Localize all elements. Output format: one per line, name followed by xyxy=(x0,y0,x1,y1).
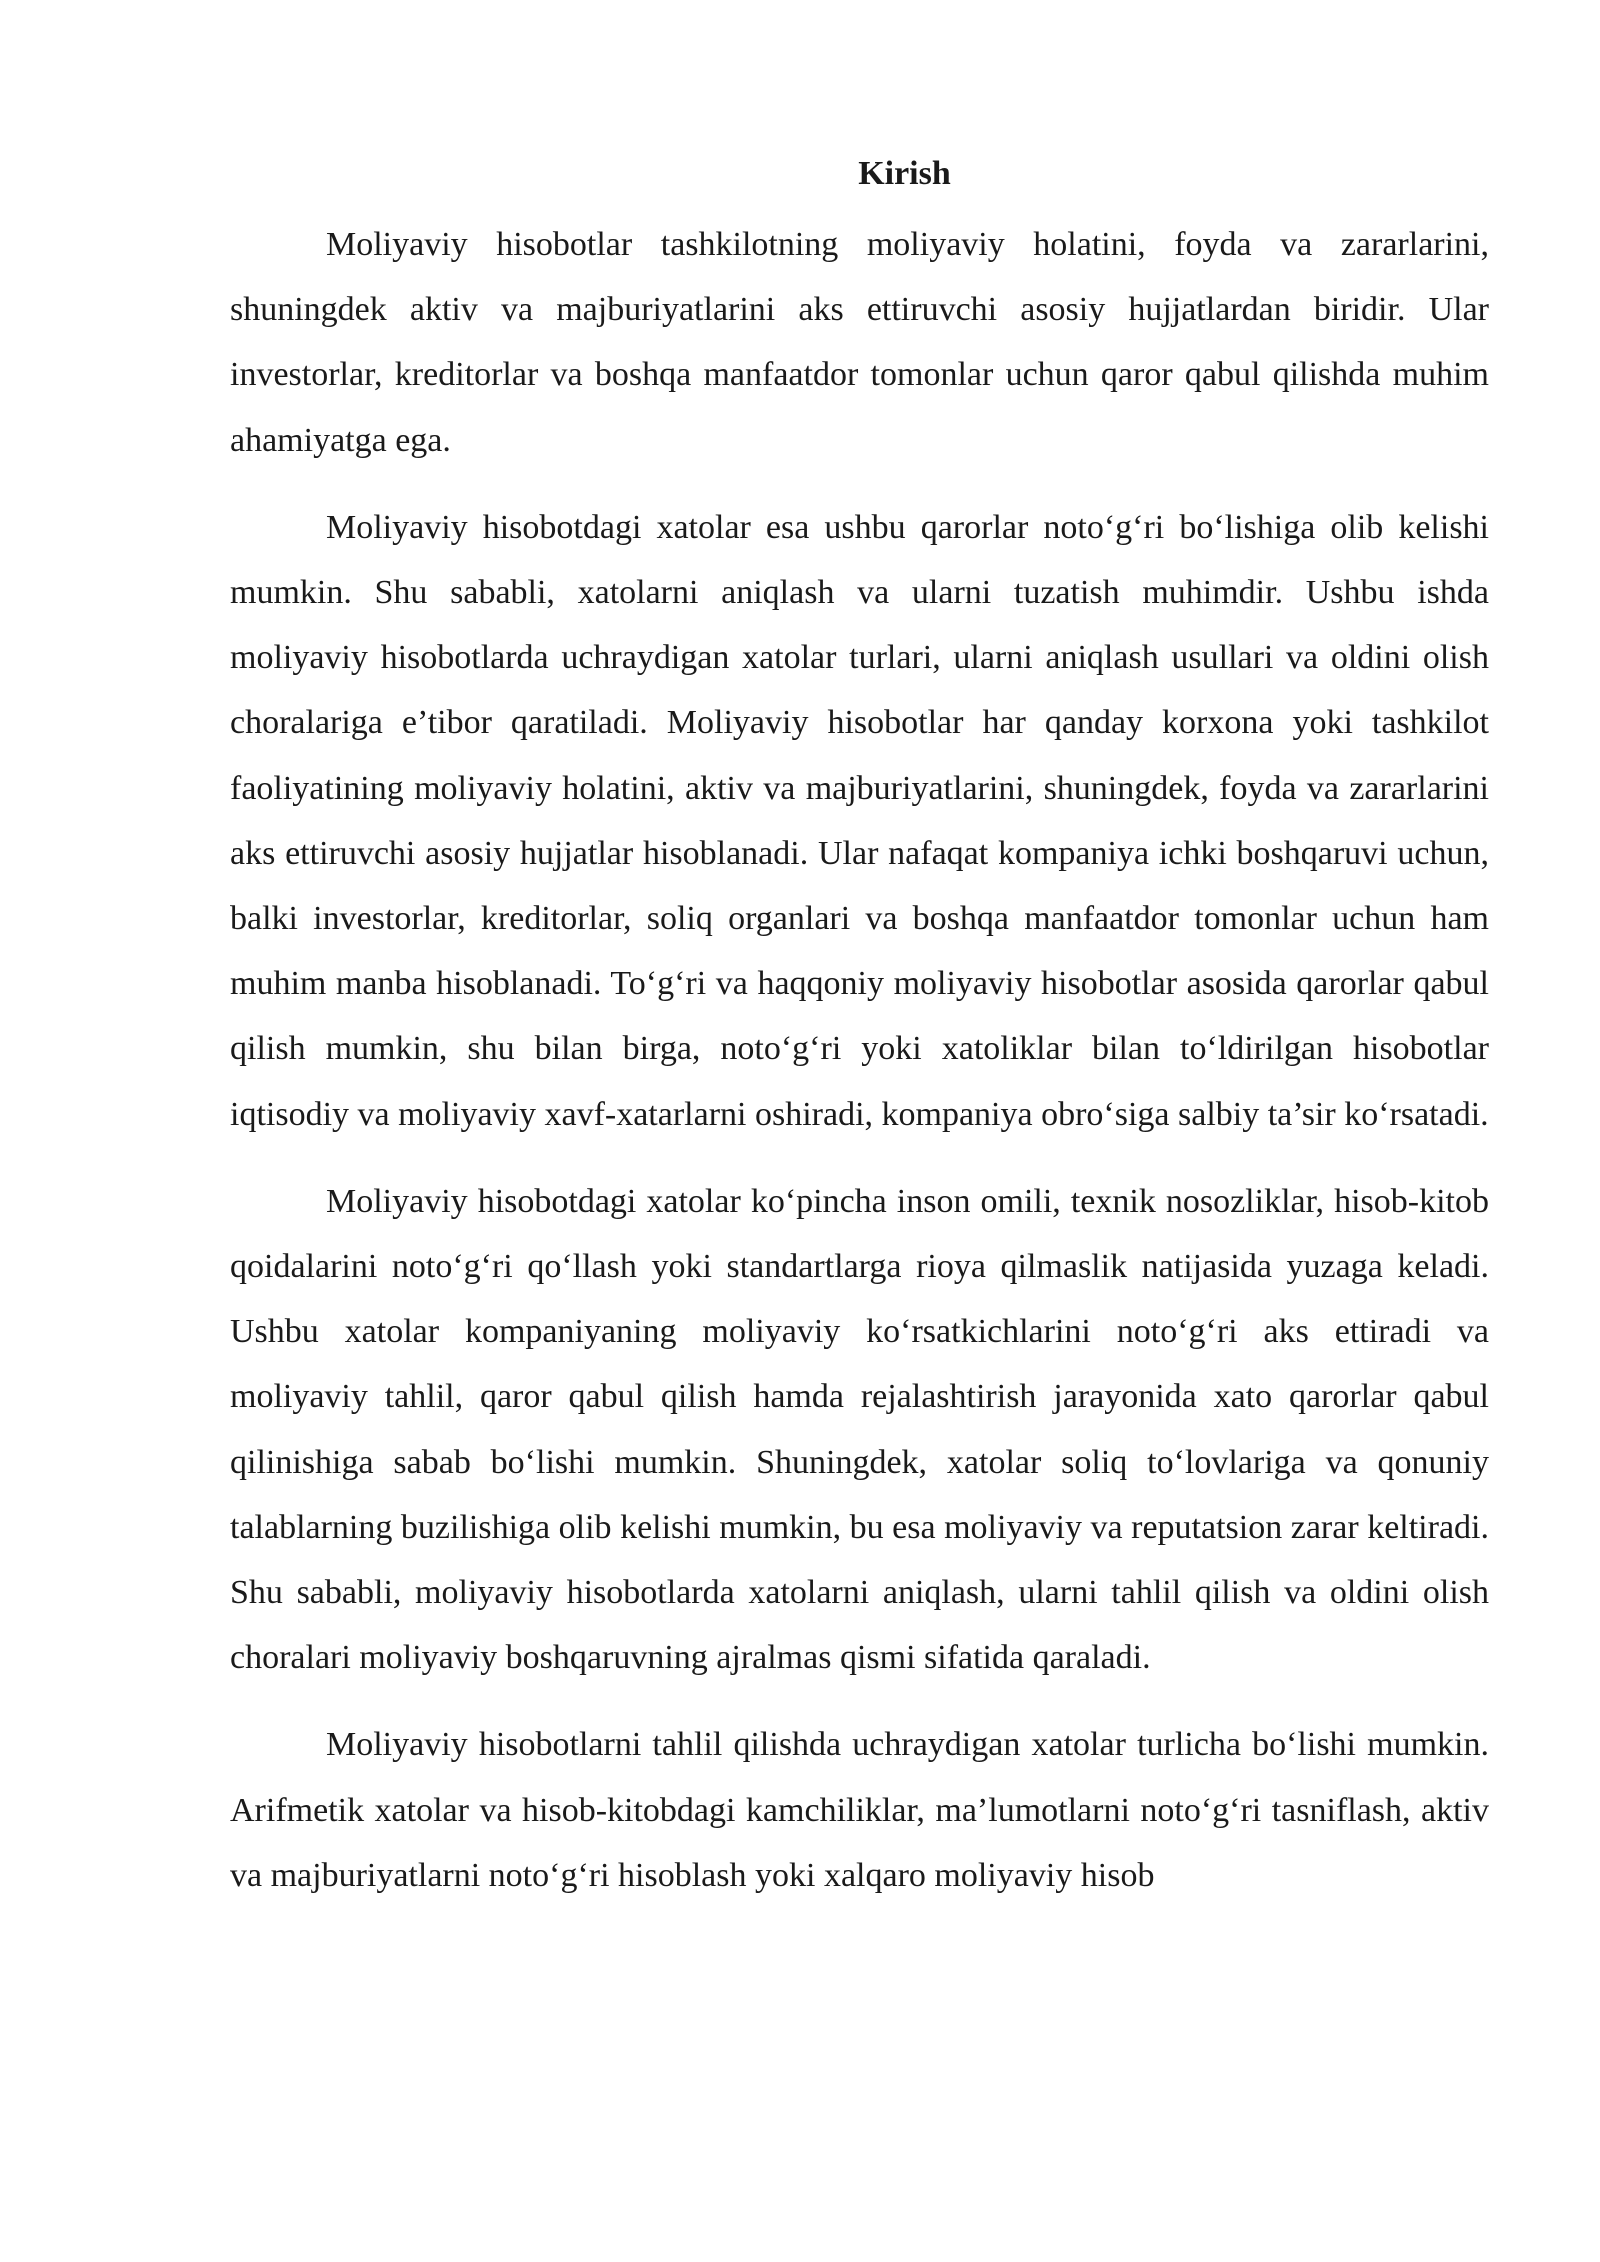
document-body xyxy=(230,148,1489,1930)
paragraph-4: Moliyaviy hisobotlarni tahlil qilishda uchraydigan xatolar turlicha bo‘lishi mumkin. Arifmetik xatolar va hisob-kitobdagi kamchiliklar, ma’lumotlarni noto‘g‘ri tasniflash, aktiv va majburiyatlarni noto‘g‘ri hisoblash yoki xalqaro moliyaviy hisob xyxy=(230,1726,1489,1894)
paragraph-1: Moliyaviy hisobotlar tashkilotning moliyaviy holatini, foyda va zararlarini, shuningdek aktiv va majburiyatlarini aks ettiruvchi asosiy hujjatlardan biridir. Ular investorlar, kreditorlar va boshqa manfaatdor tomonlar uchun qaror qabul qilishda muhim ahamiyatga ega. xyxy=(230,226,1489,459)
page-title: Kirish xyxy=(858,155,951,192)
paragraph-3: Moliyaviy hisobotdagi xatolar ko‘pincha inson omili, texnik nosozliklar, hisob-kitob qoidalarini noto‘g‘ri qo‘llash yoki standartlarga rioya qilmaslik natijasida yuzaga keladi. Ushbu xatolar kompaniyaning moliyaviy ko‘rsatkichlarini noto‘g‘ri aks ettiradi va moliyaviy tahlil, qaror qabul qilish hamda rejalashtirish jarayonida xato qarorlar qabul qilinishiga sabab bo‘lishi mumkin. Shuningdek, xatolar soliq to‘lovlariga va qonuniy talablarning buzilishiga olib kelishi mumkin, bu esa moliyaviy va reputatsion zarar keltiradi. Shu sababli, moliyaviy hisobotlarda xatolarni aniqlash, ularni tahlil qilish va oldini olish choralari moliyaviy boshqaruvning ajralmas qismi sifatida qaraladi. xyxy=(230,1182,1489,1677)
paragraph-2: Moliyaviy hisobotdagi xatolar esa ushbu qarorlar noto‘g‘ri bo‘lishiga olib kelishi mumkin. Shu sababli, xatolarni aniqlash va ularni tuzatish muhimdir. Ushbu ishda moliyaviy hisobotlarda uchraydigan xatolar turlari, ularni aniqlash usullari va oldini olish choralariga e’tibor qaratiladi. Moliyaviy hisobotlar har qanday korxona yoki tashkilot faoliyatining moliyaviy holatini, aktiv va majburiyatlarini, shuningdek, foyda va zararlarini aks ettiruvchi asosiy hujjatlar hisoblanadi. Ular nafaqat kompaniya ichki boshqaruvi uchun, balki investorlar, kreditorlar, soliq organlari va boshqa manfaatdor tomonlar uchun ham muhim manba hisoblanadi. To‘g‘ri va haqqoniy moliyaviy hisobotlar asosida qarorlar qabul qilish mumkin, shu bilan birga, noto‘g‘ri yoki xatoliklar bilan to‘ldirilgan hisobotlar iqtisodiy va moliyaviy xavf-xatarlarni oshiradi, kompaniya obro‘siga salbiy ta’sir ko‘rsatadi. xyxy=(230,508,1489,1133)
